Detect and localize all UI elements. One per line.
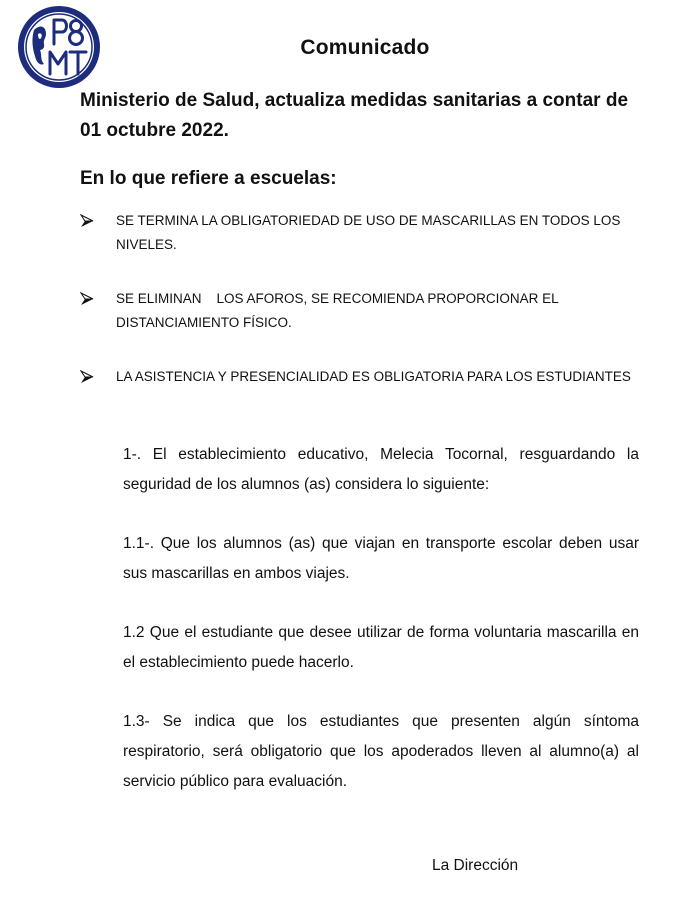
list-item-text: SE ELIMINAN LOS AFOROS, SE RECOMIENDA PROPORCIONAR EL DISTANCIAMIENTO FÍSICO. (116, 291, 562, 330)
arrowhead-bullet-icon (80, 214, 94, 228)
paragraph-1-2: 1.2 Que el estudiante que desee utilizar de forma voluntaria mascarilla en el establecimiento puede hacerlo. (123, 624, 639, 671)
paragraph-1: 1-. El establecimiento educativo, Melecia Tocornal, resguardando la seguridad de los alumnos (as) considera lo siguiente: (123, 446, 639, 493)
list-item (80, 287, 640, 335)
list-item (80, 365, 640, 389)
arrowhead-bullet-icon (80, 292, 94, 306)
section-heading: En lo que refiere a escuelas: (80, 168, 337, 189)
list-item-text: SE TERMINA LA OBLIGATORIEDAD DE USO DE MASCARILLAS EN TODOS LOS NIVELES. (116, 213, 621, 252)
list-item (80, 209, 640, 257)
headline: Ministerio de Salud, actualiza medidas sanitarias a contar de 01 octubre 2022. (80, 90, 629, 141)
list-item-text: LA ASISTENCIA Y PRESENCIALIDAD ES OBLIGATORIA PARA LOS ESTUDIANTES (116, 369, 631, 384)
page-title: Comunicado (300, 36, 430, 59)
measures-list (80, 209, 640, 419)
paragraph-1-3: 1.3- Se indica que los estudiantes que presenten algún síntoma respiratorio, será obligatorio que los apoderados lleven al alumno(a) al servicio público para evaluación. (123, 713, 639, 790)
signature: La Dirección (432, 857, 519, 874)
arrowhead-bullet-icon (80, 370, 94, 384)
body-paragraphs (123, 440, 639, 826)
paragraph-1-1: 1.1-. Que los alumnos (as) que viajan en transporte escolar deben usar sus mascarillas en ambos viajes. (123, 535, 639, 582)
